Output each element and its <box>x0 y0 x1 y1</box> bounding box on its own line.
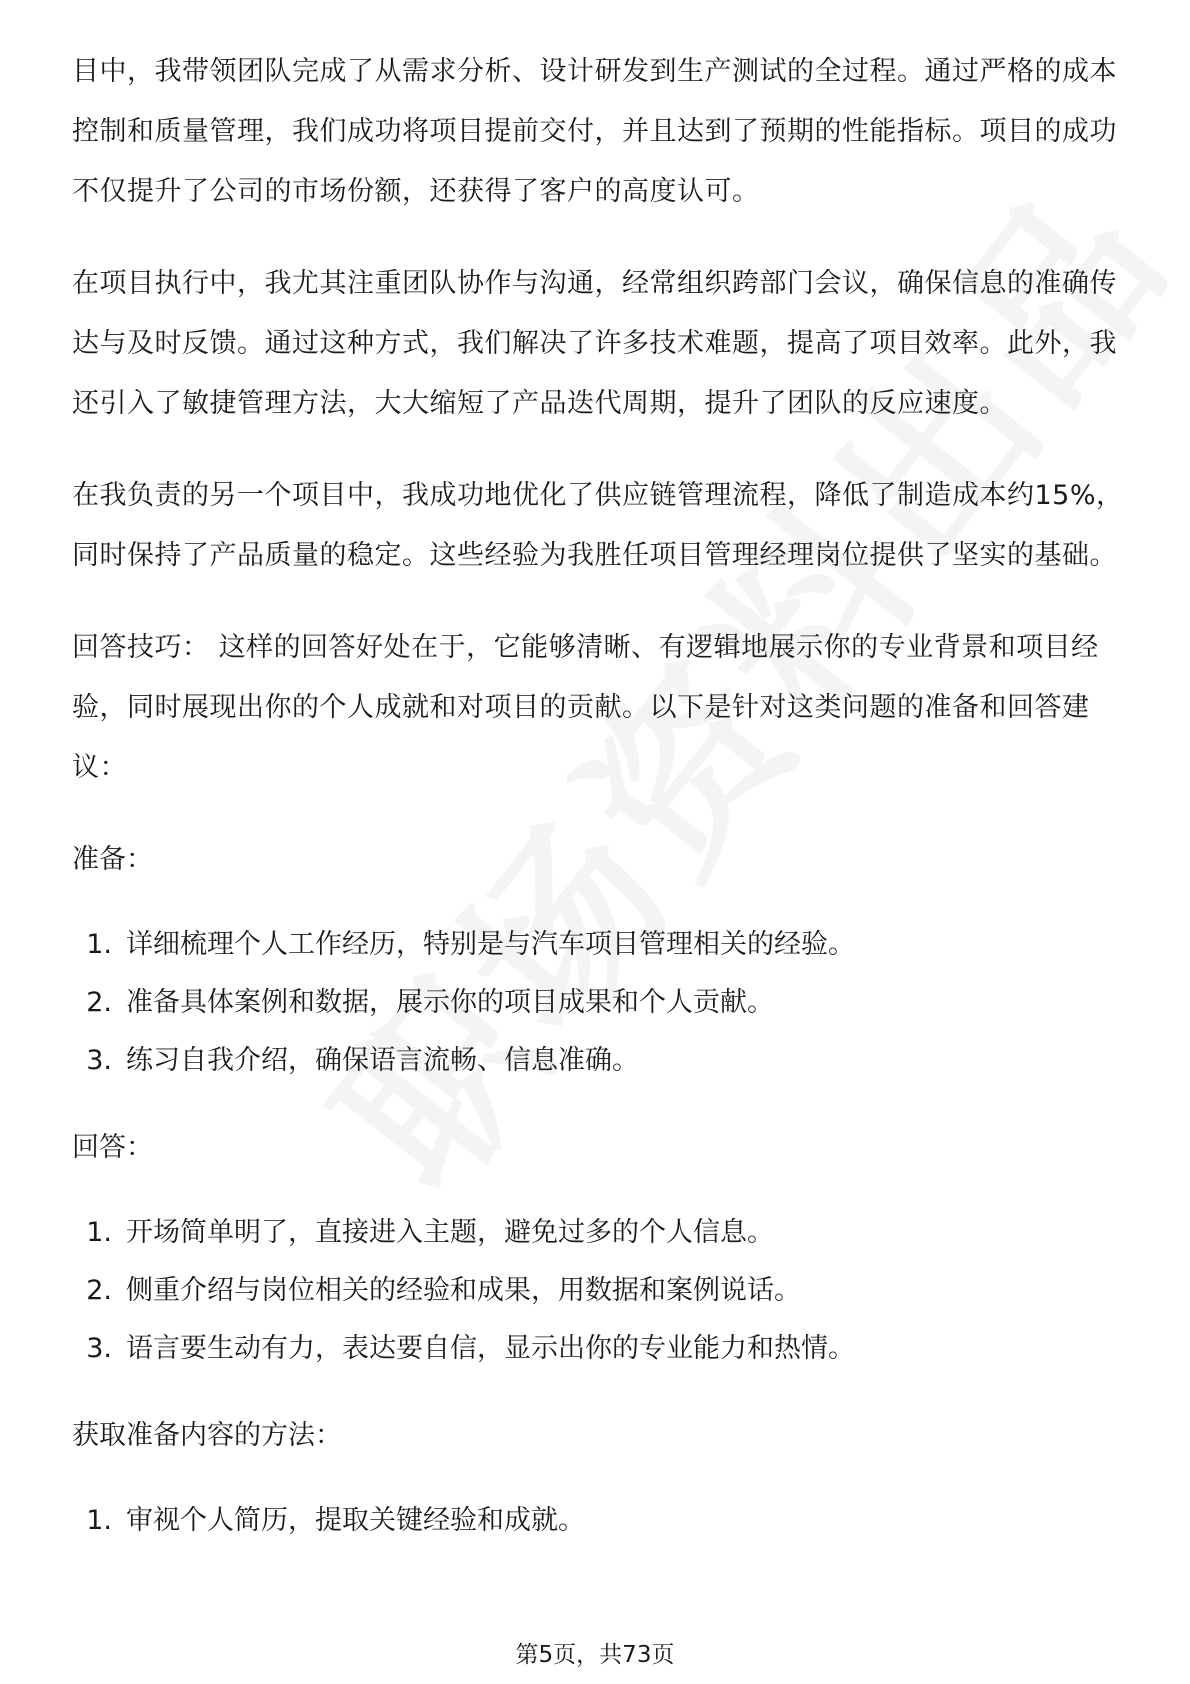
list-item <box>72 1320 1124 1378</box>
list-text: 侧重介绍与岗位相关的经验和成果，用数据和案例说话。 <box>126 1275 801 1306</box>
prep-list <box>72 916 1124 1090</box>
list-number: 1. <box>86 1505 112 1536</box>
list-item <box>72 974 1124 1032</box>
list-number: 2. <box>86 987 112 1018</box>
paragraph-answer-tips: 回答技巧： 这样的回答好处在于，它能够清晰、有逻辑地展示你的专业背景和项目经验，同时展现出你的个人成就和对项目的贡献。以下是针对这类问题的准备和回答建议： <box>72 632 1099 783</box>
method-list <box>72 1492 1124 1550</box>
list-text: 练习自我介绍，确保语言流畅、信息准确。 <box>126 1045 639 1076</box>
page-footer: 第5页，共73页 <box>515 1642 675 1668</box>
list-item <box>72 916 1124 974</box>
list-number: 2. <box>86 1275 112 1306</box>
list-item <box>72 1032 1124 1090</box>
answer-list <box>72 1204 1124 1378</box>
list-text: 准备具体案例和数据，展示你的项目成果和个人贡献。 <box>126 987 774 1018</box>
list-number: 1. <box>86 1217 112 1248</box>
paragraph-teamwork: 在项目执行中，我尤其注重团队协作与沟通，经常组织跨部门会议，确保信息的准确传达与及时反馈。通过这种方式，我们解决了许多技术难题，提高了项目效率。此外，我还引入了敏捷管理方法，大大缩短了产品迭代周期，提升了团队的反应速度。 <box>72 268 1117 419</box>
paragraph-supply-chain: 在我负责的另一个项目中，我成功地优化了供应链管理流程，降低了制造成本约15%，同时保持了产品质量的稳定。这些经验为我胜任项目管理经理岗位提供了坚实的基础。 <box>72 480 1124 571</box>
paragraph-project-intro: 目中，我带领团队完成了从需求分析、设计研发到生产测试的全过程。通过严格的成本控制和质量管理，我们成功将项目提前交付，并且达到了预期的性能指标。项目的成功不仅提升了公司的市场份额，还获得了客户的高度认可。 <box>72 56 1117 207</box>
prep-heading: 准备： <box>72 844 153 875</box>
method-heading: 获取准备内容的方法： <box>72 1420 342 1451</box>
list-item <box>72 1204 1124 1262</box>
list-number: 1. <box>86 929 112 960</box>
list-text: 审视个人简历，提取关键经验和成就。 <box>126 1505 585 1536</box>
list-text: 语言要生动有力，表达要自信，显示出你的专业能力和热情。 <box>126 1333 855 1364</box>
list-number: 3. <box>86 1333 112 1364</box>
list-number: 3. <box>86 1045 112 1076</box>
list-item <box>72 1492 1124 1550</box>
list-text: 详细梳理个人工作经历，特别是与汽车项目管理相关的经验。 <box>126 929 855 960</box>
list-text: 开场简单明了，直接进入主题，避免过多的个人信息。 <box>126 1217 774 1248</box>
list-item <box>72 1262 1124 1320</box>
document-body <box>72 42 1124 1578</box>
answer-heading: 回答： <box>72 1132 153 1163</box>
